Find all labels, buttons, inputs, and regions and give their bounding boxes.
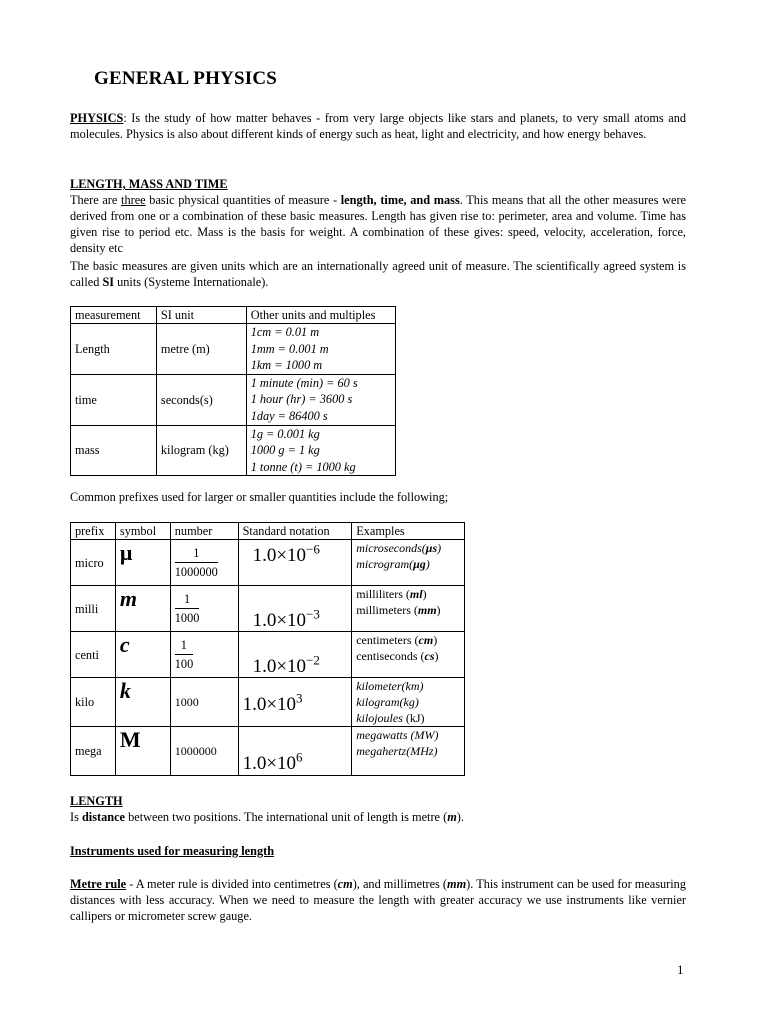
- lmt-paragraph-2: The basic measures are given units which are an internationally agreed unit of measure. The scientifically agreed system is called SI units (Systeme Internationale).: [70, 259, 686, 289]
- other-units-cell: 1cm = 0.01 m 1mm = 0.001 m 1km = 1000 m: [246, 324, 395, 375]
- physics-term: PHYSICS: [70, 111, 124, 125]
- measurement-cell: mass: [71, 425, 157, 476]
- examples-cell: megawatts (MW) megahertz(MHz): [352, 727, 465, 776]
- prefix-cell: mega: [71, 727, 116, 776]
- table-row: [71, 632, 465, 678]
- table-header-row: [71, 307, 396, 324]
- fraction: $\frac{1}{1000000}$: [174, 546, 218, 579]
- lmt-heading: LENGTH, MASS AND TIME: [70, 177, 228, 191]
- page-title: GENERAL PHYSICS: [94, 68, 278, 89]
- page-number: 1: [677, 962, 684, 977]
- table-row: [71, 324, 396, 375]
- measurement-cell: time: [71, 374, 157, 425]
- distance-bold: distance: [81, 810, 126, 824]
- table-row: [71, 425, 396, 476]
- metre-rule-paragraph: Metre rule - A meter rule is divided into centimetres (cm), and millimetres (mm). This instrument can be used for measuring distances with less accuracy. When we need to measure the length with greater accuracy we use instruments like vernier callipers or micrometer screw gauge.: [70, 877, 686, 923]
- prefix-cell: kilo: [71, 678, 116, 727]
- number-cell: [170, 586, 238, 632]
- table-header-cell: prefix: [71, 523, 116, 540]
- examples-cell: microseconds(μs) microgram(μg): [352, 540, 465, 586]
- number-cell: 1000: [170, 678, 238, 727]
- physics-definition: [70, 110, 686, 142]
- measurement-cell: Length: [71, 324, 157, 375]
- table-header-cell: Other units and multiples: [246, 307, 395, 324]
- symbol-cell: m: [115, 586, 170, 632]
- si-bold: SI: [102, 275, 115, 289]
- three-underlined: three: [121, 193, 146, 207]
- length-heading: LENGTH: [70, 794, 123, 808]
- units-table: [70, 306, 396, 476]
- instruments-heading: Instruments used for measuring length: [70, 844, 275, 858]
- si-unit-cell: metre (m): [156, 324, 246, 375]
- table-header-row: [71, 523, 465, 540]
- basic-quantities: length, time, and mass: [340, 193, 460, 207]
- examples-cell: milliliters (ml) millimeters (mm): [352, 586, 465, 632]
- table-row: [71, 727, 465, 776]
- table-header-cell: measurement: [71, 307, 157, 324]
- symbol-cell: k: [115, 678, 170, 727]
- notation-cell: $1.0\times 10^{-2}$: [238, 632, 352, 678]
- number-cell: [170, 540, 238, 586]
- other-units-cell: 1g = 0.001 kg 1000 g = 1 kg 1 tonne (t) = 1000 kg: [246, 425, 395, 476]
- table-header-cell: SI unit: [156, 307, 246, 324]
- prefix-table: [70, 522, 465, 776]
- number-cell: [170, 632, 238, 678]
- examples-cell: kilometer(km) kilogram(kg) kilojoules (kJ): [352, 678, 465, 727]
- table-row: [71, 374, 396, 425]
- metre-rule-term: Metre rule: [70, 877, 127, 891]
- prefix-cell: micro: [71, 540, 116, 586]
- prefix-cell: milli: [71, 586, 116, 632]
- symbol-cell: c: [115, 632, 170, 678]
- notation-cell: $1.0\times 10^3$: [238, 678, 352, 727]
- symbol-cell: μ: [115, 540, 170, 586]
- si-unit-cell: seconds(s): [156, 374, 246, 425]
- symbol-cell: M: [115, 727, 170, 776]
- table-header-cell: number: [170, 523, 238, 540]
- physics-definition-text: : Is the study of how matter behaves - from very large objects like stars and planets, to very small atoms and molecules. Physics is also about different kinds of energy such as heat, light and electricity, and how energy behaves.: [70, 111, 686, 141]
- table-row: [71, 540, 465, 586]
- fraction: $\frac{1}{1000}$: [174, 592, 200, 625]
- table-row: [71, 586, 465, 632]
- prefix-intro: Common prefixes used for larger or smaller quantities include the following;: [70, 490, 449, 504]
- length-definition: Is distance between two positions. The international unit of length is metre (m).: [70, 810, 464, 824]
- prefix-cell: centi: [71, 632, 116, 678]
- notation-cell: $1.0\times 10^{-6}$: [238, 540, 352, 586]
- notation-cell: $1.0\times 10^{-3}$: [238, 586, 352, 632]
- table-header-cell: Standard notation: [238, 523, 352, 540]
- notation-cell: $1.0\times 10^6$: [238, 727, 352, 776]
- table-row: [71, 678, 465, 727]
- si-unit-cell: kilogram (kg): [156, 425, 246, 476]
- fraction: $\frac{1}{100}$: [174, 638, 194, 671]
- number-cell: 1000000: [170, 727, 238, 776]
- table-header-cell: Examples: [352, 523, 465, 540]
- lmt-paragraph-1: There are three basic physical quantities of measure - length, time, and mass. This means that all the other measures were derived from one or a combination of these basic measures. Length has given rise to: perimeter, area and volume. Time has given rise to period etc. Mass is the basis for weight. A combination of these gives: speed, velocity, acceleration, force, density etc: [70, 193, 687, 255]
- table-header-cell: symbol: [115, 523, 170, 540]
- other-units-cell: 1 minute (min) = 60 s 1 hour (hr) = 3600 s 1day = 86400 s: [246, 374, 395, 425]
- examples-cell: centimeters (cm) centiseconds (cs): [352, 632, 465, 678]
